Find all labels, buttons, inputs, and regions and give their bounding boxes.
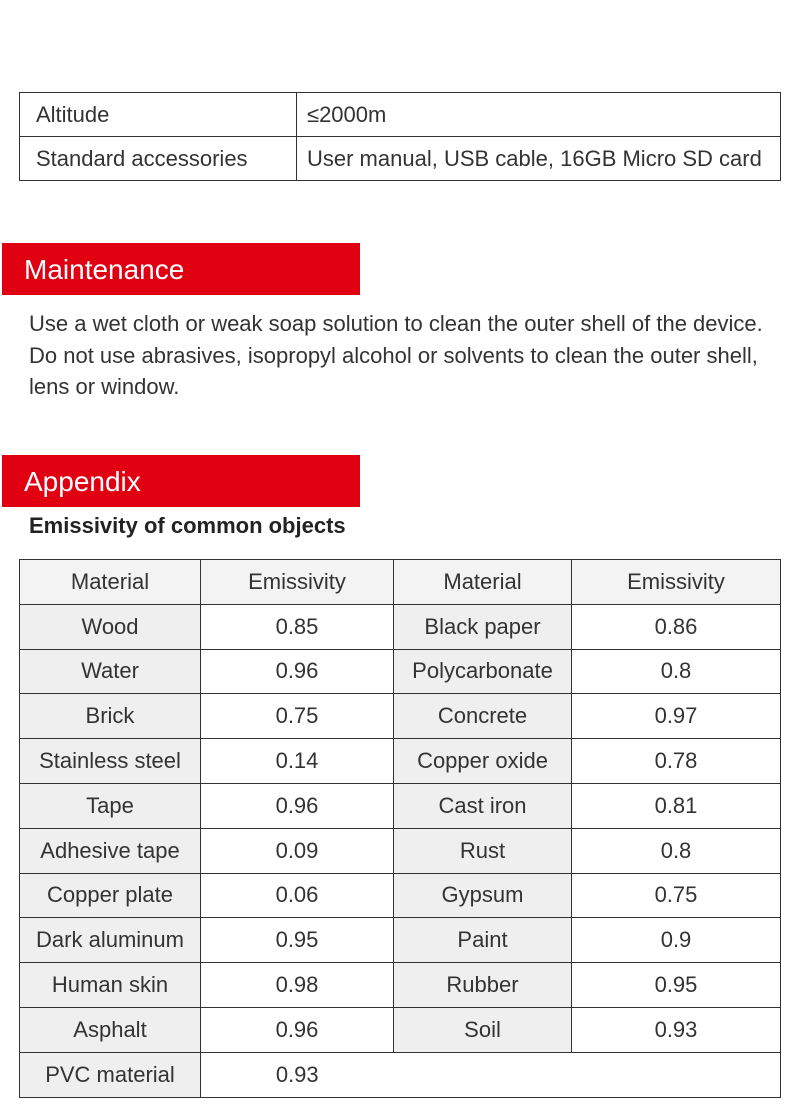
material-cell: Soil [394, 1007, 572, 1052]
emissivity-cell: 0.8 [572, 828, 781, 873]
emissivity-cell: 0.75 [201, 694, 394, 739]
material-cell: Brick [20, 694, 201, 739]
material-cell: Rubber [394, 963, 572, 1008]
table-row [20, 1007, 781, 1052]
emissivity-cell [572, 1052, 781, 1097]
material-cell: Wood [20, 604, 201, 649]
table-row [20, 694, 781, 739]
emissivity-cell: 0.95 [572, 963, 781, 1008]
material-cell: Polycarbonate [394, 649, 572, 694]
material-cell: Adhesive tape [20, 828, 201, 873]
table-row [20, 828, 781, 873]
emissivity-subtitle: Emissivity of common objects [29, 513, 346, 538]
table-row [20, 918, 781, 963]
emissivity-cell: 0.86 [572, 604, 781, 649]
emissivity-cell: 0.06 [201, 873, 394, 918]
emissivity-cell: 0.14 [201, 739, 394, 784]
spec-table [19, 92, 781, 181]
spec-row [20, 137, 781, 181]
header-material: Material [20, 560, 201, 605]
material-cell: Tape [20, 783, 201, 828]
emissivity-cell: 0.96 [201, 649, 394, 694]
material-cell: Copper plate [20, 873, 201, 918]
material-cell: Cast iron [394, 783, 572, 828]
emissivity-cell: 0.85 [201, 604, 394, 649]
emissivity-cell: 0.75 [572, 873, 781, 918]
spec-key: Standard accessories [20, 137, 297, 181]
header-emissivity: Emissivity [572, 560, 781, 605]
header-material: Material [394, 560, 572, 605]
emissivity-cell: 0.98 [201, 963, 394, 1008]
emissivity-cell: 0.81 [572, 783, 781, 828]
spec-row [20, 93, 781, 137]
emissivity-cell: 0.97 [572, 694, 781, 739]
table-header-row [20, 560, 781, 605]
spec-value: User manual, USB cable, 16GB Micro SD card [297, 137, 781, 181]
material-cell: Stainless steel [20, 739, 201, 784]
table-row [20, 604, 781, 649]
appendix-banner [2, 455, 360, 507]
header-emissivity: Emissivity [201, 560, 394, 605]
spec-key: Altitude [20, 93, 297, 137]
appendix-title: Appendix [24, 466, 141, 497]
emissivity-cell: 0.93 [572, 1007, 781, 1052]
maintenance-title: Maintenance [24, 254, 185, 285]
material-cell: Water [20, 649, 201, 694]
material-cell: Concrete [394, 694, 572, 739]
emissivity-cell: 0.09 [201, 828, 394, 873]
spec-value: ≤2000m [297, 93, 781, 137]
emissivity-cell: 0.93 [201, 1052, 394, 1097]
table-row [20, 1052, 781, 1097]
material-cell: Paint [394, 918, 572, 963]
maintenance-text [29, 308, 774, 403]
material-cell: Human skin [20, 963, 201, 1008]
emissivity-table [19, 559, 781, 1098]
material-cell: Gypsum [394, 873, 572, 918]
emissivity-cell: 0.96 [201, 783, 394, 828]
emissivity-cell: 0.96 [201, 1007, 394, 1052]
maintenance-paragraph: Use a wet cloth or weak soap solution to clean the outer shell of the device. [29, 311, 763, 336]
material-cell: Copper oxide [394, 739, 572, 784]
table-row [20, 873, 781, 918]
emissivity-cell: 0.95 [201, 918, 394, 963]
emissivity-cell: 0.9 [572, 918, 781, 963]
table-row [20, 649, 781, 694]
emissivity-cell: 0.78 [572, 739, 781, 784]
material-cell: Asphalt [20, 1007, 201, 1052]
material-cell [394, 1052, 572, 1097]
material-cell: PVC material [20, 1052, 201, 1097]
emissivity-cell: 0.8 [572, 649, 781, 694]
table-row [20, 739, 781, 784]
material-cell: Black paper [394, 604, 572, 649]
material-cell: Rust [394, 828, 572, 873]
table-row [20, 783, 781, 828]
material-cell: Dark aluminum [20, 918, 201, 963]
maintenance-paragraph: Do not use abrasives, isopropyl alcohol or solvents to clean the outer shell, lens or window. [29, 342, 758, 399]
maintenance-banner [2, 243, 360, 295]
table-row [20, 963, 781, 1008]
